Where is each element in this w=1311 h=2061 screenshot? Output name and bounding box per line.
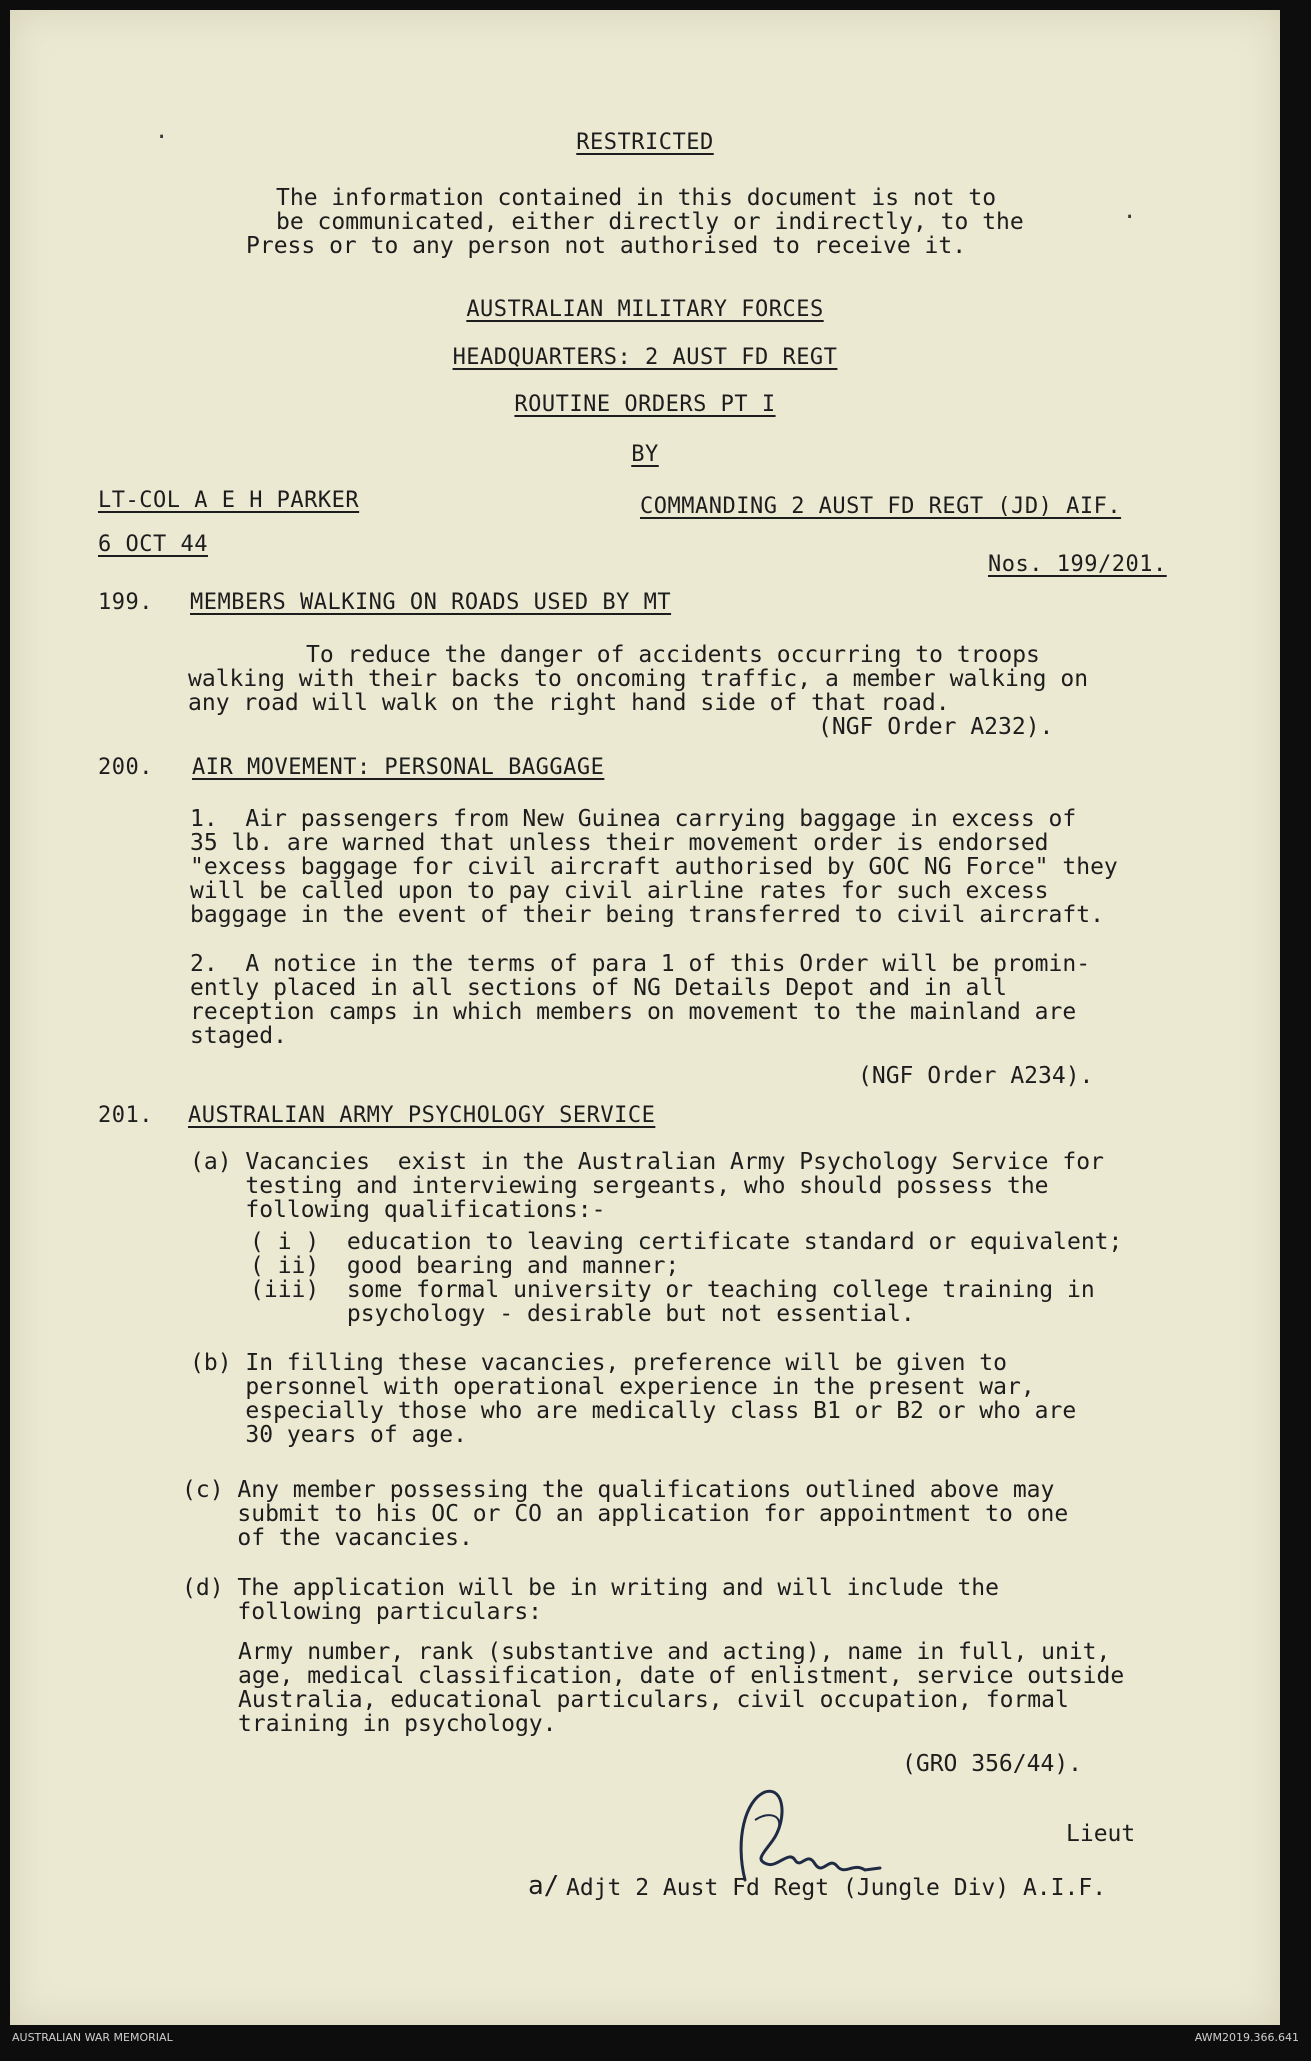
order-201-d-line: (d) The application will be in writing and will include the (182, 1575, 999, 1601)
qualification-item: ( i ) education to leaving certificate standard or equivalent; (250, 1229, 1123, 1255)
order-199-title: MEMBERS WALKING ON ROADS USED BY MT (190, 590, 672, 615)
order-199-line: walking with their backs to oncoming traffic, a member walking on (188, 666, 1089, 692)
order-201-title: AUSTRALIAN ARMY PSYCHOLOGY SERVICE (188, 1103, 656, 1128)
order-200-para1-line: "excess baggage for civil aircraft authorised by GOC NG Force" they (190, 854, 1118, 880)
order-200-para2-line: ently placed in all sections of NG Details Depot and in all (190, 975, 1007, 1001)
order-200-para1-line: baggage in the event of their being transferred to civil aircraft. (190, 902, 1104, 928)
punch-mark: · (155, 125, 169, 150)
order-200-number: 200. (98, 755, 153, 780)
order-200-title: AIR MOVEMENT: PERSONAL BAGGAGE (192, 755, 605, 780)
particulars-line: Army number, rank (substantive and acting), name in full, unit, (238, 1639, 1111, 1665)
signatory-title: Adjt 2 Aust Fd Regt (Jungle Div) A.I.F. (566, 1875, 1107, 1901)
routine-orders-heading: ROUTINE ORDERS PT I (514, 392, 776, 417)
document-page (10, 10, 1280, 2025)
order-200-reference: (NGF Order A234). (858, 1063, 1094, 1089)
particulars-line: Australia, educational particulars, civil occupation, formal (238, 1687, 1069, 1713)
order-201-b-line: especially those who are medically class B1 or B2 or who are (190, 1398, 1077, 1424)
archive-label: AUSTRALIAN WAR MEMORIAL (12, 2031, 173, 2044)
commander-title: COMMANDING 2 AUST FD REGT (JD) AIF. (640, 494, 1122, 519)
signatory-rank: Lieut (1066, 1821, 1136, 1847)
order-201-b-line: (b) In filling these vacancies, preference will be given to (190, 1350, 1007, 1376)
particulars-line: age, medical classification, date of enlistment, service outside (238, 1663, 1125, 1689)
qualification-item: ( ii) good bearing and manner; (250, 1253, 680, 1279)
org-heading: AUSTRALIAN MILITARY FORCES (466, 297, 824, 322)
order-200-para1-line: 1. Air passengers from New Guinea carrying baggage in excess of (190, 806, 1077, 832)
qualification-item: (iii) some formal university or teaching college training in (250, 1277, 1095, 1303)
order-201-c-line: of the vacancies. (182, 1525, 473, 1551)
order-date: 6 OCT 44 (98, 532, 208, 557)
order-201-number: 201. (98, 1103, 153, 1128)
order-199-number: 199. (98, 590, 153, 615)
hq-heading: HEADQUARTERS: 2 AUST FD REGT (452, 345, 838, 370)
signatory-prefix: a/ (528, 1871, 560, 1901)
order-201-a-line: testing and interviewing sergeants, who should possess the (190, 1173, 1049, 1199)
order-200-para1-line: will be called upon to pay civil airline rates for such excess (190, 878, 1049, 904)
order-201-reference: (GRO 356/44). (902, 1751, 1083, 1777)
order-201-a-line: following qualifications:- (190, 1197, 606, 1223)
order-201-b-line: personnel with operational experience in the present war, (190, 1374, 1035, 1400)
order-201-b-line: 30 years of age. (190, 1422, 467, 1448)
commander-name: LT-COL A E H PARKER (98, 488, 360, 513)
order-200-para1-line: 35 lb. are warned that unless their movement order is endorsed (190, 830, 1049, 856)
restricted-heading: RESTRICTED (576, 130, 714, 155)
notice-line-1: The information contained in this document is not to (276, 185, 997, 211)
archive-reference: AWM2019.366.641 (1194, 2031, 1299, 2044)
order-200-para2-line: 2. A notice in the terms of para 1 of this Order will be promin- (190, 951, 1091, 977)
order-numbers: Nos. 199/201. (988, 552, 1167, 577)
order-201-d-line: following particulars: (182, 1599, 543, 1625)
order-199-reference: (NGF Order A232). (818, 714, 1054, 740)
order-199-line: To reduce the danger of accidents occurring to troops (306, 642, 1040, 668)
order-200-para2-line: staged. (190, 1023, 287, 1049)
order-201-c-line: submit to his OC or CO an application for appointment to one (182, 1501, 1069, 1527)
order-201-c-line: (c) Any member possessing the qualifications outlined above may (182, 1477, 1055, 1503)
notice-line-3: Press or to any person not authorised to receive it. (246, 233, 967, 259)
order-199-line: any road will walk on the right hand side of that road. (188, 690, 950, 716)
by-heading: BY (631, 442, 659, 467)
qualification-item: psychology - desirable but not essential. (250, 1301, 915, 1327)
order-200-para2-line: reception camps in which members on movement to the mainland are (190, 999, 1077, 1025)
punch-mark: · (1123, 205, 1137, 230)
order-201-a-line: (a) Vacancies exist in the Australian Army Psychology Service for (190, 1149, 1104, 1175)
notice-line-2: be communicated, either directly or indirectly, to the (276, 209, 1024, 235)
particulars-line: training in psychology. (238, 1711, 557, 1737)
